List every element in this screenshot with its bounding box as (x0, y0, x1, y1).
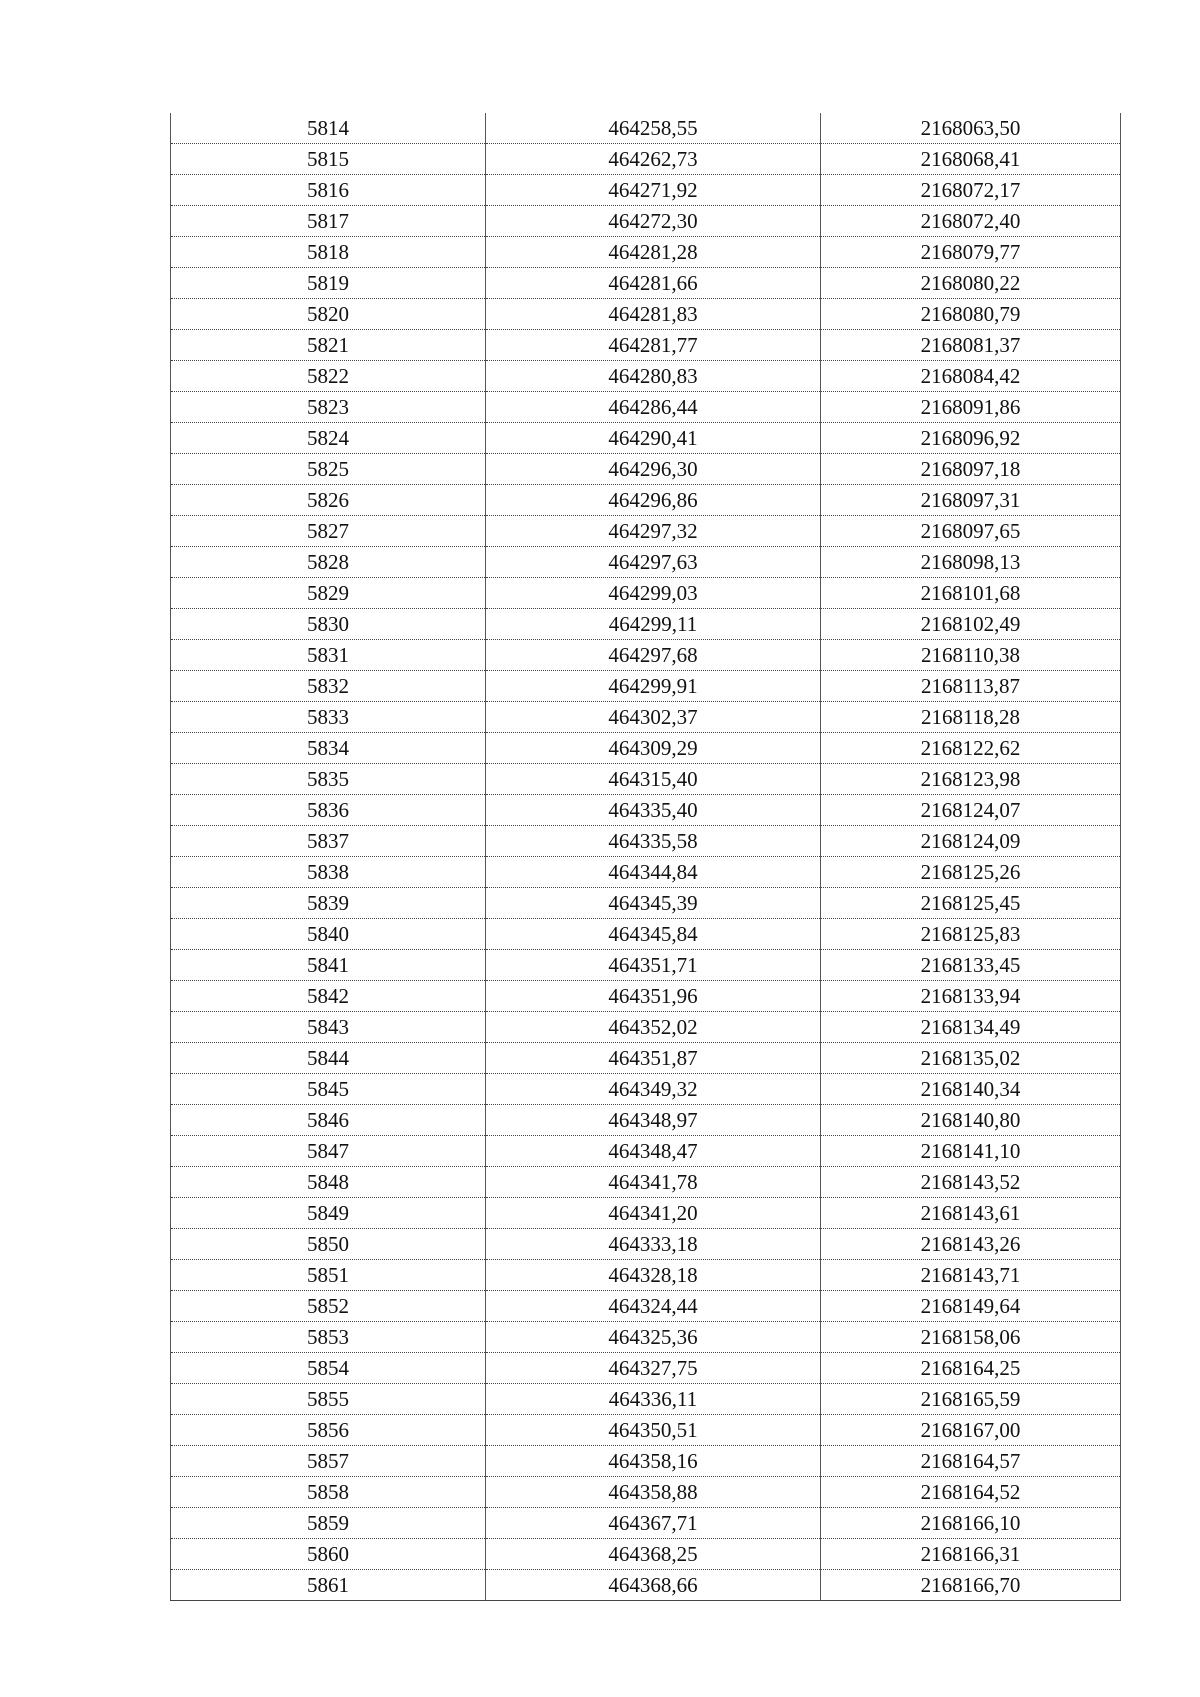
point-number-cell: 5832 (171, 671, 486, 702)
x-coordinate-cell: 464296,30 (486, 454, 821, 485)
x-coordinate-cell: 464258,55 (486, 113, 821, 144)
y-coordinate-cell: 2168081,37 (821, 330, 1121, 361)
x-coordinate-cell: 464335,58 (486, 826, 821, 857)
x-coordinate-cell: 464336,11 (486, 1384, 821, 1415)
table-row (171, 1446, 1121, 1477)
point-number-cell: 5817 (171, 206, 486, 237)
table-row (171, 454, 1121, 485)
x-coordinate-cell: 464262,73 (486, 144, 821, 175)
x-coordinate-cell: 464281,66 (486, 268, 821, 299)
table-row (171, 1198, 1121, 1229)
table-row (171, 113, 1121, 144)
point-number-cell: 5852 (171, 1291, 486, 1322)
y-coordinate-cell: 2168166,10 (821, 1508, 1121, 1539)
table-row (171, 144, 1121, 175)
table-row (171, 1353, 1121, 1384)
table-row (171, 1291, 1121, 1322)
table-row (171, 795, 1121, 826)
point-number-cell: 5840 (171, 919, 486, 950)
point-number-cell: 5837 (171, 826, 486, 857)
x-coordinate-cell: 464328,18 (486, 1260, 821, 1291)
point-number-cell: 5825 (171, 454, 486, 485)
table-row (171, 1570, 1121, 1601)
y-coordinate-cell: 2168143,61 (821, 1198, 1121, 1229)
table-row (171, 919, 1121, 950)
y-coordinate-cell: 2168165,59 (821, 1384, 1121, 1415)
point-number-cell: 5838 (171, 857, 486, 888)
point-number-cell: 5855 (171, 1384, 486, 1415)
x-coordinate-cell: 464344,84 (486, 857, 821, 888)
x-coordinate-cell: 464335,40 (486, 795, 821, 826)
y-coordinate-cell: 2168118,28 (821, 702, 1121, 733)
y-coordinate-cell: 2168124,09 (821, 826, 1121, 857)
x-coordinate-cell: 464324,44 (486, 1291, 821, 1322)
point-number-cell: 5834 (171, 733, 486, 764)
y-coordinate-cell: 2168079,77 (821, 237, 1121, 268)
point-number-cell: 5861 (171, 1570, 486, 1601)
y-coordinate-cell: 2168096,92 (821, 423, 1121, 454)
table-row (171, 1477, 1121, 1508)
point-number-cell: 5833 (171, 702, 486, 733)
x-coordinate-cell: 464271,92 (486, 175, 821, 206)
point-number-cell: 5815 (171, 144, 486, 175)
x-coordinate-cell: 464272,30 (486, 206, 821, 237)
x-coordinate-cell: 464351,71 (486, 950, 821, 981)
y-coordinate-cell: 2168143,71 (821, 1260, 1121, 1291)
y-coordinate-cell: 2168167,00 (821, 1415, 1121, 1446)
x-coordinate-cell: 464290,41 (486, 423, 821, 454)
x-coordinate-cell: 464348,47 (486, 1136, 821, 1167)
x-coordinate-cell: 464358,88 (486, 1477, 821, 1508)
point-number-cell: 5835 (171, 764, 486, 795)
table-row (171, 640, 1121, 671)
table-row (171, 1322, 1121, 1353)
y-coordinate-cell: 2168133,45 (821, 950, 1121, 981)
x-coordinate-cell: 464341,20 (486, 1198, 821, 1229)
table-row (171, 1074, 1121, 1105)
table-row (171, 237, 1121, 268)
point-number-cell: 5847 (171, 1136, 486, 1167)
table-row (171, 1012, 1121, 1043)
point-number-cell: 5819 (171, 268, 486, 299)
y-coordinate-cell: 2168072,40 (821, 206, 1121, 237)
y-coordinate-cell: 2168166,70 (821, 1570, 1121, 1601)
table-row (171, 609, 1121, 640)
point-number-cell: 5831 (171, 640, 486, 671)
x-coordinate-cell: 464327,75 (486, 1353, 821, 1384)
point-number-cell: 5820 (171, 299, 486, 330)
y-coordinate-cell: 2168133,94 (821, 981, 1121, 1012)
point-number-cell: 5842 (171, 981, 486, 1012)
y-coordinate-cell: 2168080,79 (821, 299, 1121, 330)
x-coordinate-cell: 464297,63 (486, 547, 821, 578)
x-coordinate-cell: 464281,77 (486, 330, 821, 361)
x-coordinate-cell: 464280,83 (486, 361, 821, 392)
y-coordinate-cell: 2168122,62 (821, 733, 1121, 764)
table-row (171, 206, 1121, 237)
y-coordinate-cell: 2168101,68 (821, 578, 1121, 609)
x-coordinate-cell: 464345,39 (486, 888, 821, 919)
x-coordinate-cell: 464299,91 (486, 671, 821, 702)
x-coordinate-cell: 464368,25 (486, 1539, 821, 1570)
table-row (171, 826, 1121, 857)
x-coordinate-cell: 464345,84 (486, 919, 821, 950)
y-coordinate-cell: 2168166,31 (821, 1539, 1121, 1570)
y-coordinate-cell: 2168164,52 (821, 1477, 1121, 1508)
point-number-cell: 5814 (171, 113, 486, 144)
x-coordinate-cell: 464296,86 (486, 485, 821, 516)
point-number-cell: 5836 (171, 795, 486, 826)
x-coordinate-cell: 464309,29 (486, 733, 821, 764)
point-number-cell: 5841 (171, 950, 486, 981)
table-row (171, 361, 1121, 392)
table-row (171, 1167, 1121, 1198)
y-coordinate-cell: 2168140,80 (821, 1105, 1121, 1136)
table-row (171, 981, 1121, 1012)
table-row (171, 1508, 1121, 1539)
x-coordinate-cell: 464299,03 (486, 578, 821, 609)
y-coordinate-cell: 2168068,41 (821, 144, 1121, 175)
point-number-cell: 5818 (171, 237, 486, 268)
x-coordinate-cell: 464368,66 (486, 1570, 821, 1601)
point-number-cell: 5844 (171, 1043, 486, 1074)
y-coordinate-cell: 2168140,34 (821, 1074, 1121, 1105)
table-row (171, 764, 1121, 795)
x-coordinate-cell: 464341,78 (486, 1167, 821, 1198)
y-coordinate-cell: 2168141,10 (821, 1136, 1121, 1167)
point-number-cell: 5859 (171, 1508, 486, 1539)
table-row (171, 733, 1121, 764)
y-coordinate-cell: 2168149,64 (821, 1291, 1121, 1322)
x-coordinate-cell: 464297,32 (486, 516, 821, 547)
y-coordinate-cell: 2168125,83 (821, 919, 1121, 950)
y-coordinate-cell: 2168125,26 (821, 857, 1121, 888)
x-coordinate-cell: 464333,18 (486, 1229, 821, 1260)
table-row (171, 299, 1121, 330)
x-coordinate-cell: 464286,44 (486, 392, 821, 423)
x-coordinate-cell: 464367,71 (486, 1508, 821, 1539)
y-coordinate-cell: 2168110,38 (821, 640, 1121, 671)
point-number-cell: 5826 (171, 485, 486, 516)
x-coordinate-cell: 464351,87 (486, 1043, 821, 1074)
table-row (171, 1043, 1121, 1074)
table-row (171, 268, 1121, 299)
y-coordinate-cell: 2168102,49 (821, 609, 1121, 640)
y-coordinate-cell: 2168125,45 (821, 888, 1121, 919)
point-number-cell: 5828 (171, 547, 486, 578)
point-number-cell: 5849 (171, 1198, 486, 1229)
table-row (171, 392, 1121, 423)
y-coordinate-cell: 2168134,49 (821, 1012, 1121, 1043)
y-coordinate-cell: 2168143,26 (821, 1229, 1121, 1260)
table-row (171, 857, 1121, 888)
point-number-cell: 5860 (171, 1539, 486, 1570)
table-row (171, 485, 1121, 516)
table-row (171, 1384, 1121, 1415)
y-coordinate-cell: 2168080,22 (821, 268, 1121, 299)
x-coordinate-cell: 464281,83 (486, 299, 821, 330)
point-number-cell: 5823 (171, 392, 486, 423)
y-coordinate-cell: 2168097,31 (821, 485, 1121, 516)
point-number-cell: 5843 (171, 1012, 486, 1043)
table-row (171, 1136, 1121, 1167)
table-row (171, 950, 1121, 981)
table-row (171, 516, 1121, 547)
x-coordinate-cell: 464299,11 (486, 609, 821, 640)
x-coordinate-cell: 464358,16 (486, 1446, 821, 1477)
x-coordinate-cell: 464297,68 (486, 640, 821, 671)
table-row (171, 1229, 1121, 1260)
y-coordinate-cell: 2168072,17 (821, 175, 1121, 206)
point-number-cell: 5850 (171, 1229, 486, 1260)
point-number-cell: 5853 (171, 1322, 486, 1353)
table-row (171, 578, 1121, 609)
y-coordinate-cell: 2168091,86 (821, 392, 1121, 423)
y-coordinate-cell: 2168135,02 (821, 1043, 1121, 1074)
point-number-cell: 5856 (171, 1415, 486, 1446)
table-row (171, 330, 1121, 361)
point-number-cell: 5827 (171, 516, 486, 547)
table-row (171, 1415, 1121, 1446)
point-number-cell: 5829 (171, 578, 486, 609)
x-coordinate-cell: 464352,02 (486, 1012, 821, 1043)
point-number-cell: 5821 (171, 330, 486, 361)
y-coordinate-cell: 2168097,18 (821, 454, 1121, 485)
y-coordinate-cell: 2168084,42 (821, 361, 1121, 392)
table-row (171, 702, 1121, 733)
point-number-cell: 5851 (171, 1260, 486, 1291)
table-row (171, 175, 1121, 206)
y-coordinate-cell: 2168097,65 (821, 516, 1121, 547)
table-row (171, 1260, 1121, 1291)
x-coordinate-cell: 464281,28 (486, 237, 821, 268)
y-coordinate-cell: 2168164,57 (821, 1446, 1121, 1477)
x-coordinate-cell: 464350,51 (486, 1415, 821, 1446)
x-coordinate-cell: 464348,97 (486, 1105, 821, 1136)
coordinates-table (170, 113, 1121, 1601)
point-number-cell: 5839 (171, 888, 486, 919)
point-number-cell: 5822 (171, 361, 486, 392)
point-number-cell: 5830 (171, 609, 486, 640)
table-row (171, 1539, 1121, 1570)
y-coordinate-cell: 2168158,06 (821, 1322, 1121, 1353)
point-number-cell: 5848 (171, 1167, 486, 1198)
table-row (171, 671, 1121, 702)
point-number-cell: 5854 (171, 1353, 486, 1384)
coordinates-table-body (171, 113, 1121, 1601)
y-coordinate-cell: 2168063,50 (821, 113, 1121, 144)
x-coordinate-cell: 464349,32 (486, 1074, 821, 1105)
table-row (171, 1105, 1121, 1136)
y-coordinate-cell: 2168123,98 (821, 764, 1121, 795)
y-coordinate-cell: 2168143,52 (821, 1167, 1121, 1198)
table-row (171, 423, 1121, 454)
table-row (171, 547, 1121, 578)
point-number-cell: 5858 (171, 1477, 486, 1508)
point-number-cell: 5846 (171, 1105, 486, 1136)
point-number-cell: 5816 (171, 175, 486, 206)
x-coordinate-cell: 464315,40 (486, 764, 821, 795)
point-number-cell: 5845 (171, 1074, 486, 1105)
table-row (171, 888, 1121, 919)
y-coordinate-cell: 2168113,87 (821, 671, 1121, 702)
point-number-cell: 5857 (171, 1446, 486, 1477)
x-coordinate-cell: 464302,37 (486, 702, 821, 733)
x-coordinate-cell: 464325,36 (486, 1322, 821, 1353)
y-coordinate-cell: 2168098,13 (821, 547, 1121, 578)
y-coordinate-cell: 2168124,07 (821, 795, 1121, 826)
x-coordinate-cell: 464351,96 (486, 981, 821, 1012)
y-coordinate-cell: 2168164,25 (821, 1353, 1121, 1384)
point-number-cell: 5824 (171, 423, 486, 454)
